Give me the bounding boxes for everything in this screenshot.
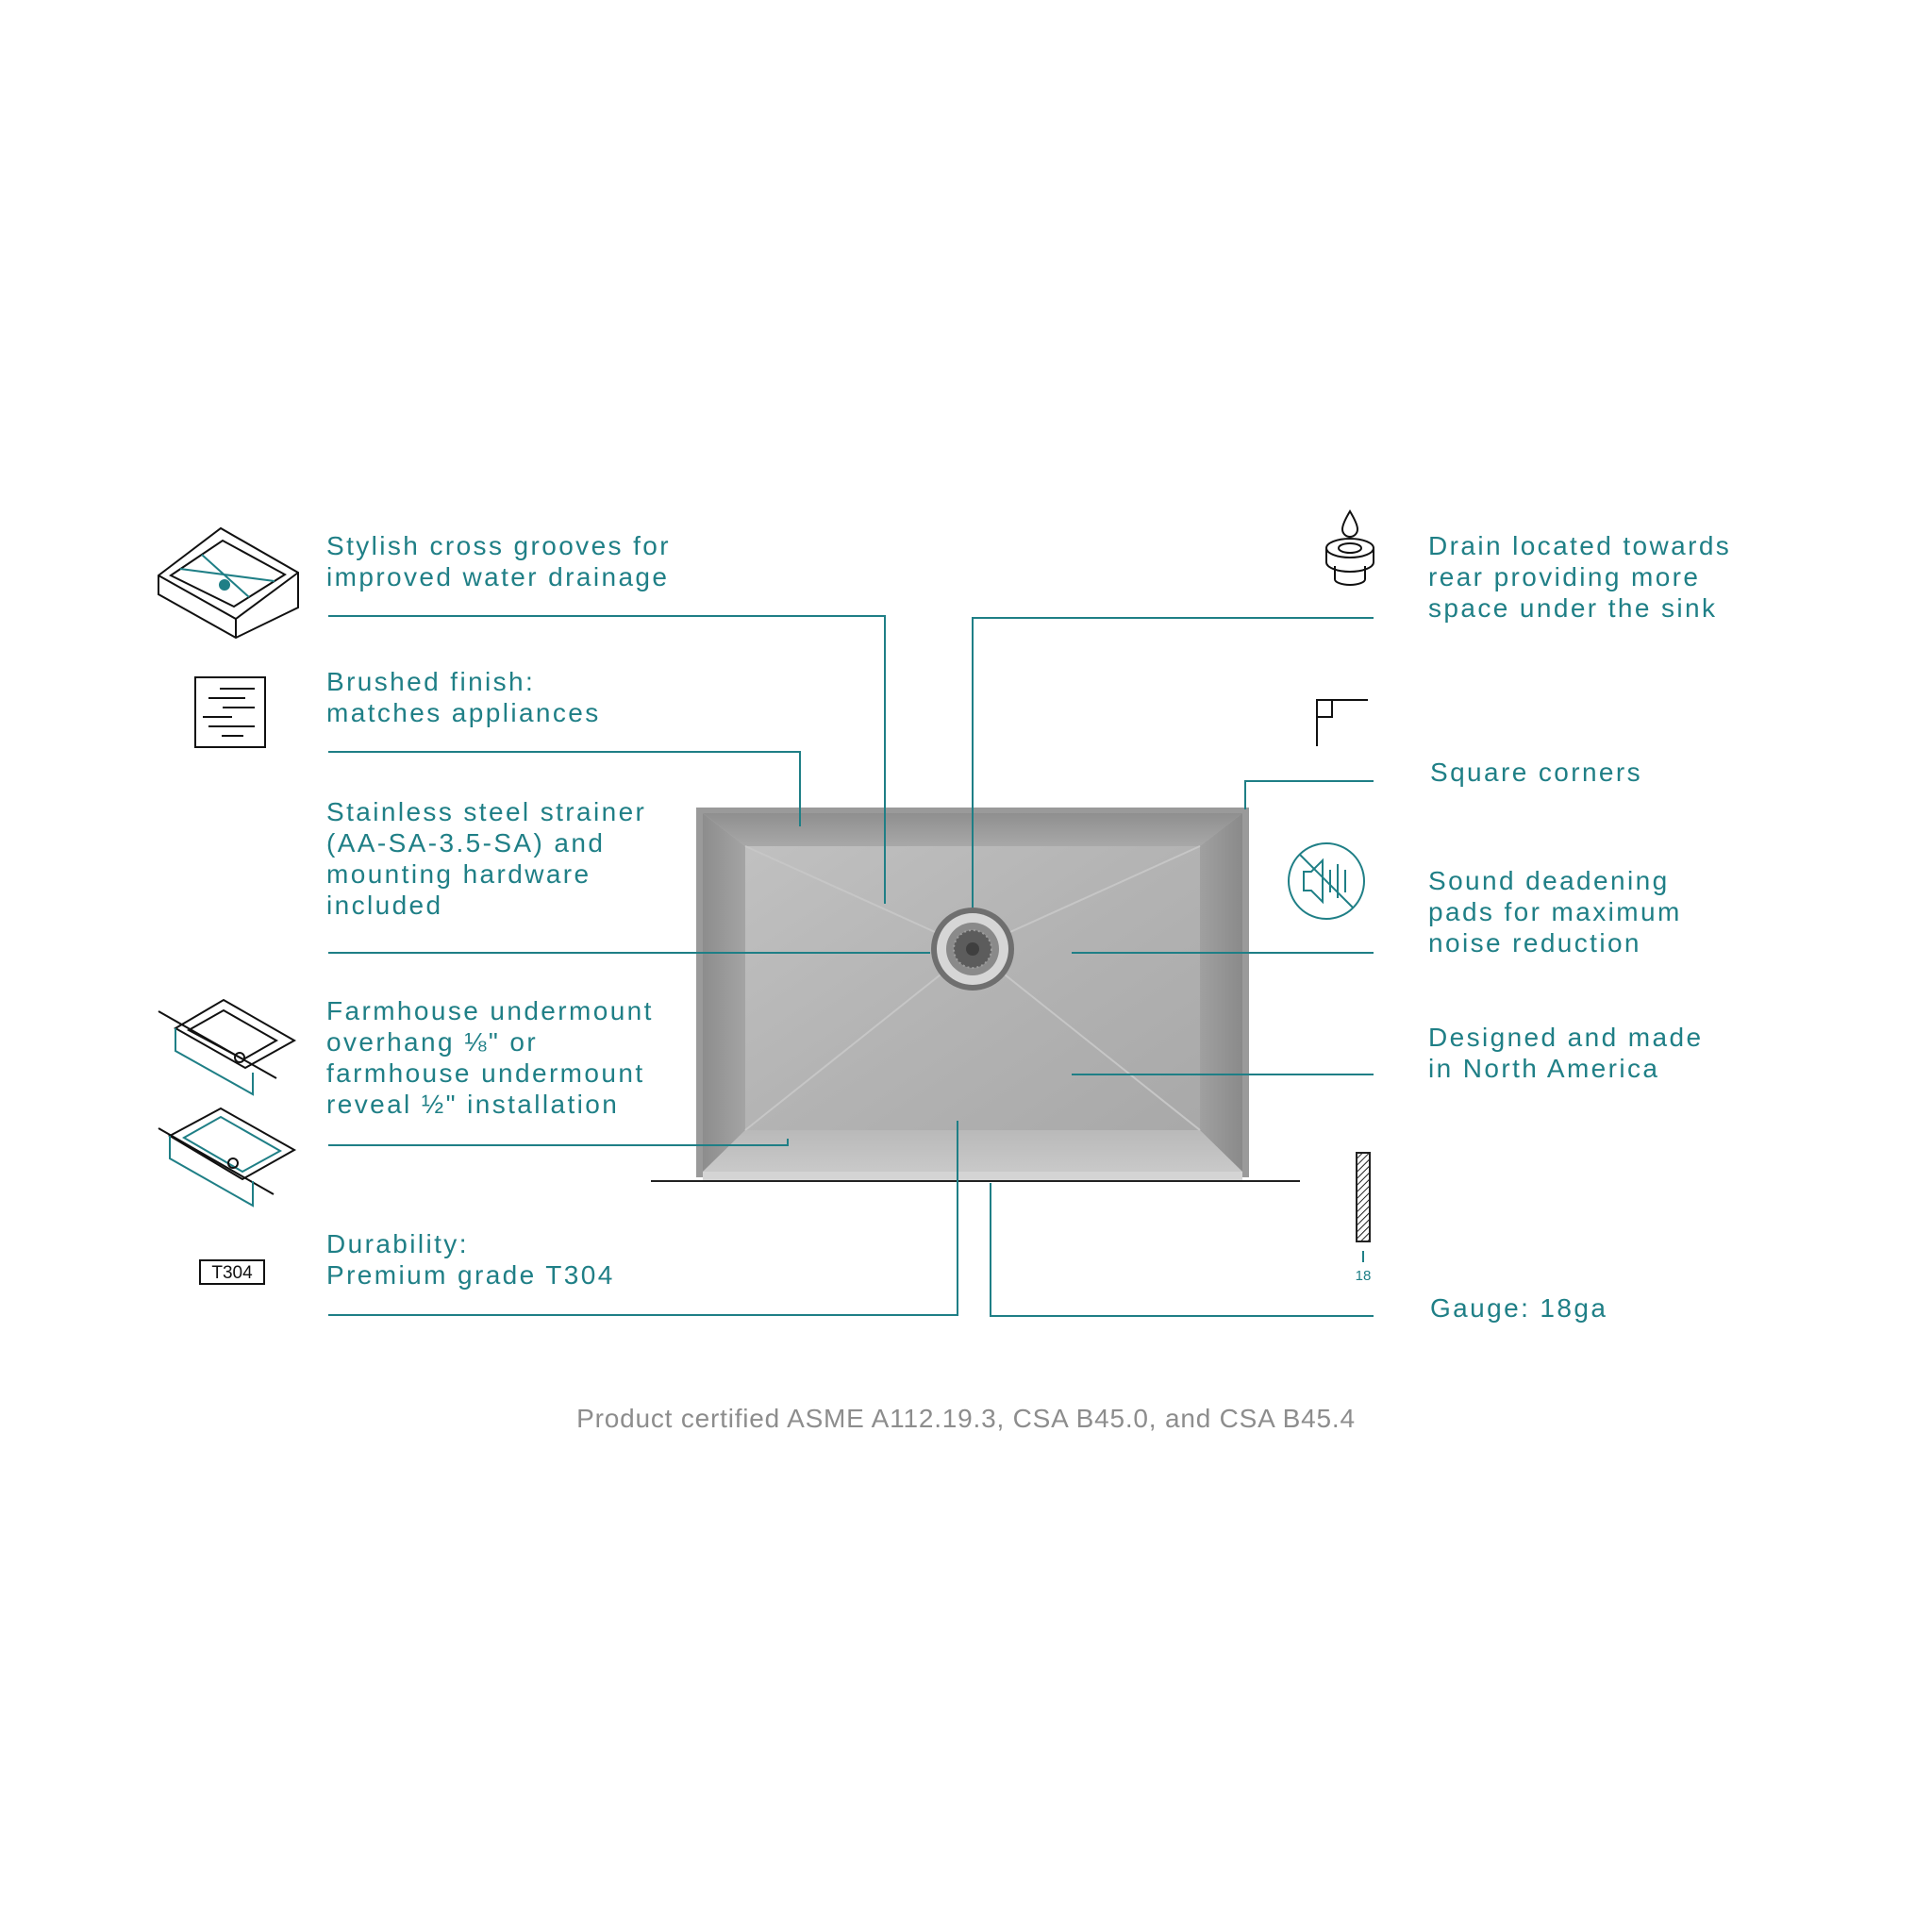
leader-square-corners (1245, 781, 1374, 809)
brushed-finish-icon (195, 677, 265, 747)
feature-cross-grooves: Stylish cross grooves for improved water drainage (326, 531, 671, 591)
feature-square-corners: Square corners (1430, 758, 1643, 787)
feature-strainer: Stainless steel strainer (AA-SA-3.5-SA) and mounting hardware included (326, 797, 647, 920)
svg-text:18: 18 (1355, 1268, 1372, 1284)
feature-farmhouse: Farmhouse undermount overhang ⅛" or farmhouse undermount reveal ½" installation (326, 996, 654, 1119)
certification-footer: Product certified ASME A112.19.3, CSA B45.0, and CSA B45.4 (576, 1404, 1356, 1433)
sink-cross-groove-icon (158, 528, 298, 638)
sink-wall-left (703, 813, 745, 1172)
farmhouse-install-icon (158, 1000, 294, 1206)
sink-illustration (651, 808, 1300, 1181)
sink-wall-front (703, 1130, 1242, 1172)
farmhouse-reveal-icon (158, 1108, 294, 1206)
feature-brushed-finish: Brushed finish: matches appliances (326, 667, 601, 727)
leader-gauge (991, 1183, 1374, 1316)
feature-sound-pads: Sound deadening pads for maximum noise reduction (1428, 866, 1682, 958)
feature-gauge: Gauge: 18ga (1430, 1293, 1608, 1323)
drain-icon (1326, 511, 1374, 585)
sink-drain-strainer (931, 908, 1014, 991)
sink-apron (703, 1172, 1242, 1181)
feature-rear-drain: Drain located towards rear providing more space under the sink (1428, 531, 1732, 623)
farmhouse-overhang-icon (158, 1000, 294, 1094)
svg-text:T304: T304 (211, 1263, 253, 1283)
t304-badge-icon (200, 1260, 264, 1284)
gauge-icon (1356, 1153, 1372, 1284)
mute-speaker-icon (1289, 843, 1364, 919)
square-corner-icon (1317, 700, 1368, 746)
feature-made-in: Designed and made in North America (1428, 1023, 1704, 1083)
sink-wall-right (1200, 813, 1242, 1172)
feature-durability: Durability: Premium grade T304 (326, 1229, 615, 1290)
